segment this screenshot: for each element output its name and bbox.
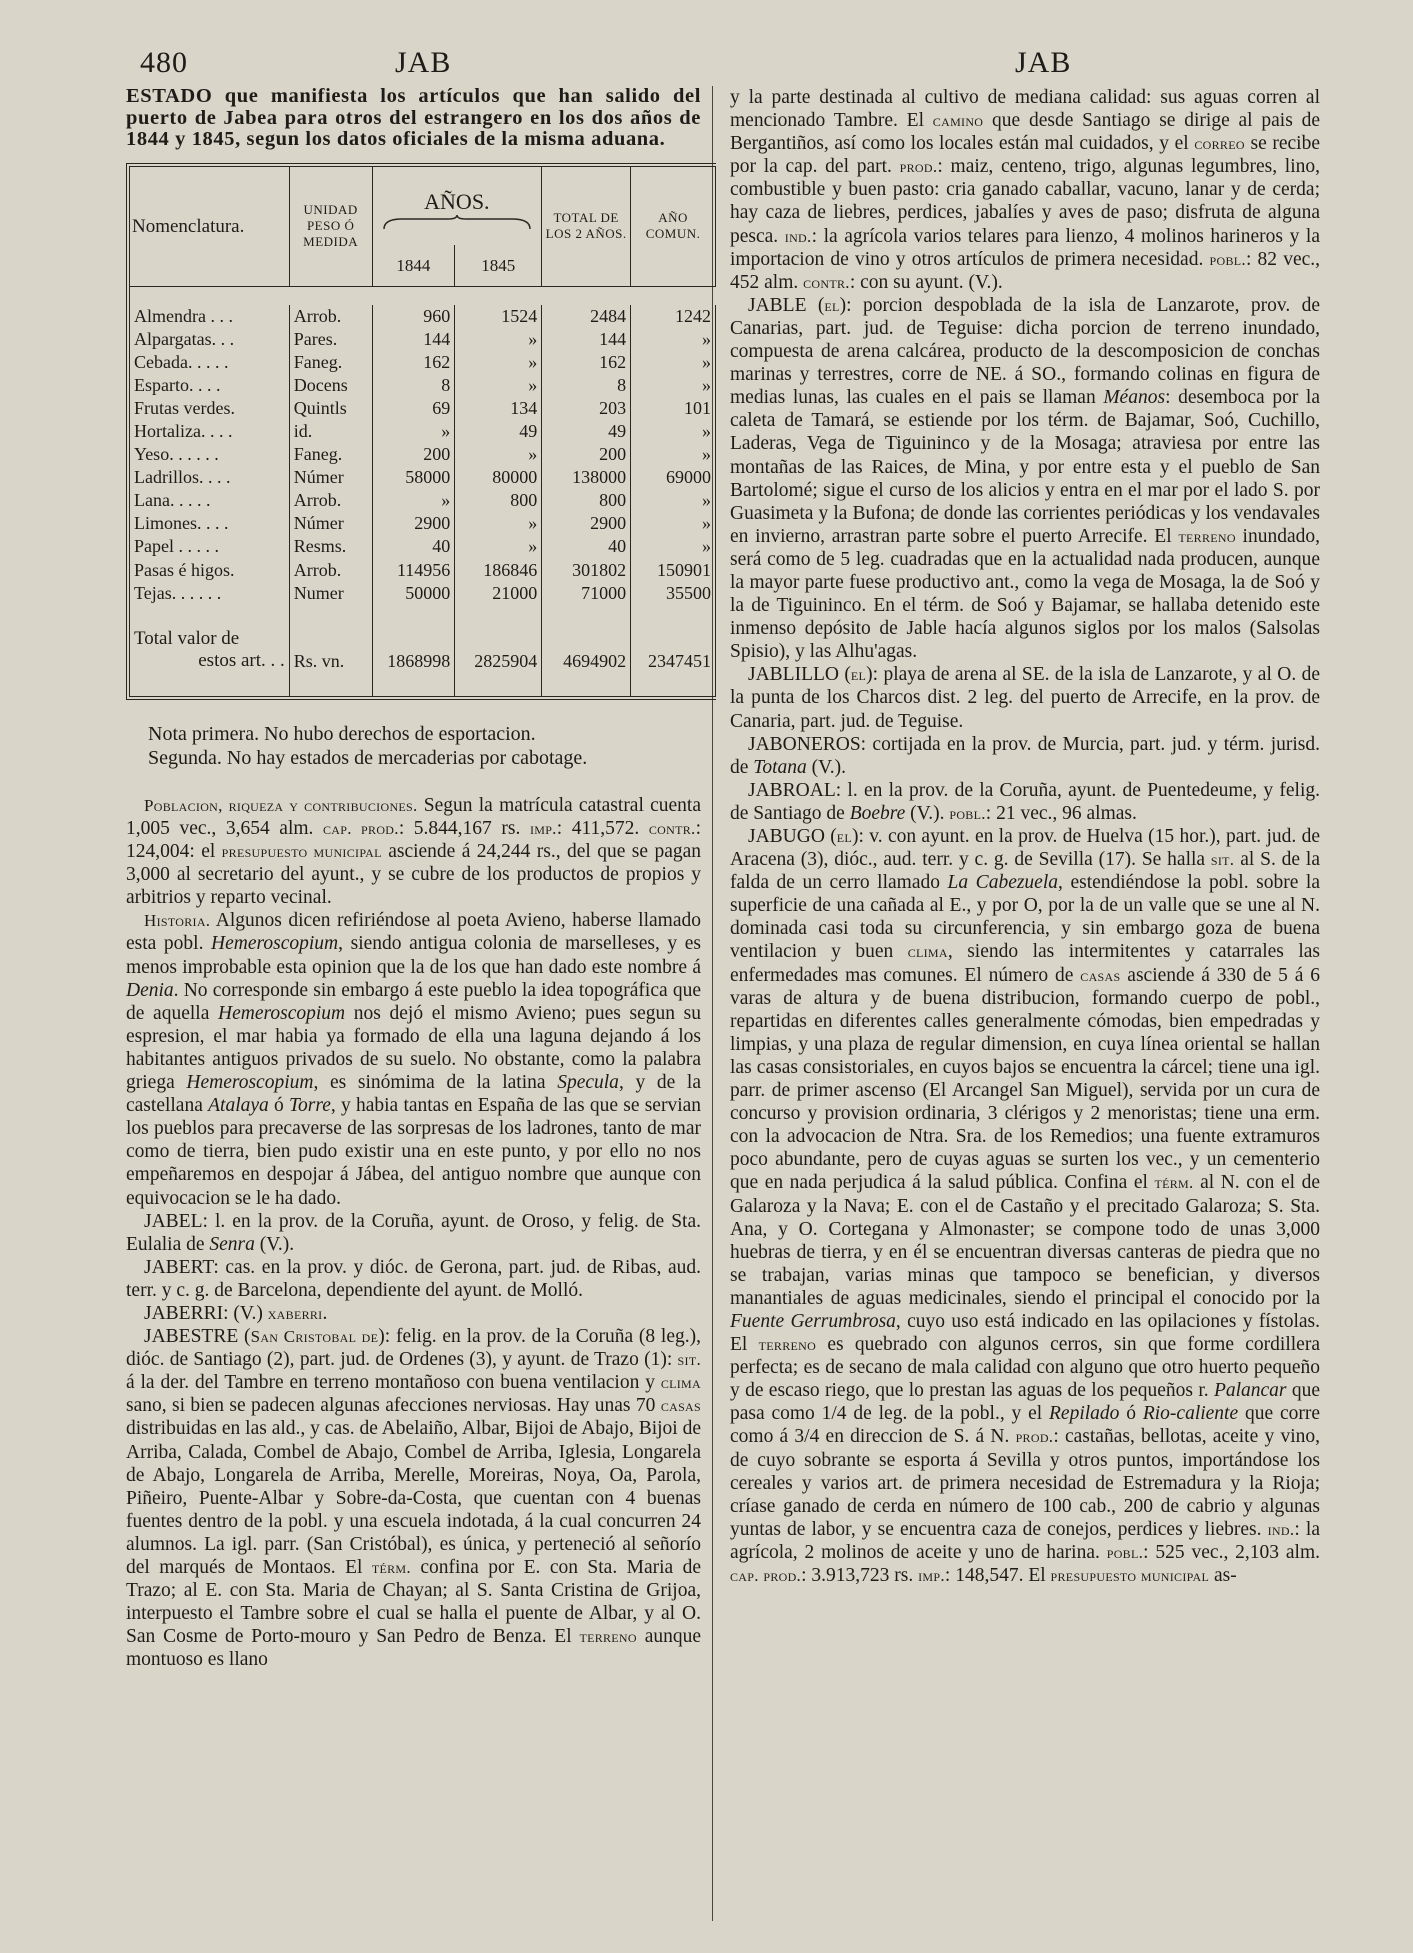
abbr: presupuesto municipal [1050,1566,1210,1585]
row-unit: Faneg. [289,443,372,466]
row-name: Yeso. . . . . . [130,443,289,466]
total-total: 4694902 [542,627,631,673]
table-row [130,420,716,443]
total-unit: Rs. vn. [289,627,372,673]
row-name: Cebada. . . . . [130,351,289,374]
abbr: sit. [1210,850,1235,870]
row-1845: 800 [455,489,542,512]
abbr: terreno [579,1627,637,1647]
table-row [130,397,716,420]
abbr: pobl. [1209,249,1246,269]
entry-jabel [126,1210,701,1256]
abbr: cap. prod. [730,1566,802,1585]
text: JABUGO ( [748,826,837,847]
italic: Boebre [849,802,906,824]
text: : 411,572. [556,818,649,839]
row-comun: 150901 [631,559,716,582]
row-1844: 40 [372,535,455,558]
row-1845: » [455,328,542,351]
header-unidad: UNIDAD PESO Ó MEDIDA [289,167,372,287]
entry-jabestre [126,1325,701,1671]
row-1844: 69 [372,397,455,420]
row-1845: » [455,351,542,374]
row-unit: Resms. [289,535,372,558]
text: asciende á 330 de 5 á 6 varas de altura y de buena distribucion, formando cuerpo de pobl., repartidas en diferentes calles generalmente cómodas, bien empedradas y limpias, y una plaza de regular dimension, en cuya línea oriental se hallan las casas consistoriales, en cuyos bajos se encuentra la cárcel; tiene una igl. parr. de primer ascenso (El Arcangel San Miguel), servida por un cura de concurso y provision ordinaria, 3 clérigos y 2 menoristas; tiene una erm. con la advocacion de Ntra. Sra. de los Remedios; una fuente extramuros poco abundante, pero de cuyas aguas se surten los vec., y un cementerio que en nada perjudica á la salud pública. Confina el [730,964,1320,1194]
abbr: térm. [371,1558,411,1577]
table-row [130,489,716,512]
abbr: prod. [899,157,938,177]
row-1844: 200 [372,443,455,466]
row-total: 203 [542,397,631,420]
row-comun: 1242 [631,305,716,328]
text: JABLILLO ( [748,664,851,686]
table-row [130,374,716,397]
abbr: casas [1080,965,1121,985]
text: al N. con el de Galaroza y la Nava; E. con el de Castaño y el precitado Galaroza; S. Sta. Ana, y O. Cortegana y Almonaster; se compone todo de unas 3,000 huebras de tierra, y en él se encuentran diversas canteras de piedra que no se trabajan, varias minas que tampoco se benefician, y diversos manantiales de aguas medicinales, siendo el principal el conocido por la [730,1172,1320,1309]
text: aunque montuoso es llano [126,1626,701,1671]
table-title: ESTADO que manifiesta los artículos que han salido del puerto de Jabea para otros del estrangero en los dos años de 1844 y 1845, segun los datos oficiales de la misma aduana. [126,85,701,150]
right-running-head: JAB [1015,46,1072,79]
text: (V.). [254,1233,295,1255]
row-1844: 114956 [372,559,455,582]
row-total: 40 [542,535,631,558]
text: al S. de la falda de un cerro llamado [730,849,1320,894]
note-1: Nota primera. No hubo derechos de esportacion. [148,722,536,745]
total-1845: 2825904 [455,627,542,673]
text: : 5.844,167 rs. [398,818,530,839]
abbr: sit. [677,1350,701,1370]
table-row [130,351,716,374]
italic: La Cabezuela [947,872,1059,894]
text: . [322,1302,328,1324]
abbr: San Cristobal de [250,1327,379,1347]
text: : 21 vec., 96 almas. [985,802,1137,824]
header-nomenclatura: Nomenclatura. [130,167,289,287]
table-row [130,466,716,489]
abbr: terreno [758,1335,817,1355]
entry-jabroal [730,779,1320,825]
row-unit: Arrob. [289,489,372,512]
row-1844: 50000 [372,582,455,605]
entry-jaboneros [730,733,1320,779]
row-total: 301802 [542,559,631,582]
abbr: el [836,827,853,846]
italic: Denia [126,979,174,1001]
abbr: correo [1194,134,1245,154]
row-name: Esparto. . . . [130,374,289,397]
table-row [130,535,716,558]
section-head: Poblacion, riqueza y contribuciones. [144,795,418,815]
row-unit: Arrob. [289,559,372,582]
text: distribuidas en las ald., y cas. de Abelaiño, Albar, Bijoi de Abajo, Bijoi de Arriba, Calada, Combel de Abajo, Combel de Arriba, Iglesia, Longarela de Abajo, Longarela de Arriba, Merelle, Moreiras, Noya, Oa, Parola, Piñeiro, Puente-Albar y Sobre-da-Costa, que cuentan con 4 buenas fuentes dentro de la pobl. y una escuela indotada, á la cual concurren 24 alumnos. La igl. parr. (San Cristóbal), es única, y perteneció al señorío del marqués de Montaos. El [126,1418,701,1578]
table-row [130,559,716,582]
text: JABLE ( [748,294,825,316]
table-row [130,443,716,466]
row-total: 8 [542,374,631,397]
row-total: 2900 [542,512,631,535]
abbr: térm. [1154,1173,1194,1193]
row-comun: » [631,512,716,535]
text: as- [1209,1565,1237,1586]
text: . No corresponde sin embargo á este pueblo la idea topográfica que de aquella [126,979,701,1024]
text: : la agrícola, 2 molinos de aceite y uno de harina. [730,1518,1320,1563]
abbr: terreno [1178,526,1236,546]
abbr: casas [660,1396,701,1416]
row-comun: » [631,374,716,397]
italic: Senra [209,1233,255,1255]
row-unit: Pares. [289,328,372,351]
text: : 82 vec., 452 alm. [730,248,1321,293]
row-name: Alpargatas. . . [130,328,289,351]
table-row [130,328,716,351]
abbr: el [850,665,867,685]
text: , estendiéndose la pobl. sobre la superficie de una cañada al E., y por O, por la de un valle que se une al N. dominada casi toda su circunferencia, y sin embargo goza de buena ventilacion y buen [730,872,1320,963]
abbr: clima [907,942,948,962]
header-1844: 1844 [372,245,455,287]
text: : castañas, bellotas, aceite y vino, de cuyo sobrante se esporta á Sevilla y otros puntos, importándose los cereales y varios art. de primera necesidad de Estremadura y la Rioja; críase ganado de cerda en número de 100 cab., 200 de cabrio y algunas yuntas de labor, y se encuentra caza de conejos, perdices y liebres. [730,1426,1320,1540]
row-comun: 35500 [631,582,716,605]
row-name: Papel . . . . . [130,535,289,558]
abbr: ind. [784,226,812,246]
text: : 124,004: el [126,818,701,863]
text: : 3.913,723 rs. [801,1565,919,1586]
italic: Hemeroscopium [218,1002,346,1024]
row-1844: 58000 [372,466,455,489]
row-1845: » [455,443,542,466]
row-1844: 144 [372,328,455,351]
total-comun: 2347451 [631,627,716,673]
row-1845: 186846 [455,559,542,582]
text: JABONEROS: cortijada en la prov. de Murcia, part. jud. y térm. jurisd. de [730,733,1320,778]
text: ó [1119,1403,1143,1425]
row-unit: Numer [289,582,372,605]
text: , y habia tantas en España de las que se servian los pueblos para precaverse de las sorpresas de los ladrones, tanto de mar como de tierra, bien pudo existir una en este punto, y por ello no nos empeñaremos en despojar á Jábea, del antiguo nombre que aunque con equivocacion se le ha dado. [126,1095,702,1209]
entry-jabestre-cont [730,86,1320,294]
page-number: 480 [140,46,188,79]
entry-jable [730,294,1320,664]
table-body [130,305,716,605]
row-1844: » [372,489,455,512]
text: : la agrícola varios telares para lienzo, 4 molinos harineros y la importacion de vino y otros artículos de primera necesidad. [730,225,1320,270]
entry-jabert: JABERT: cas. en la prov. y dióc. de Gerona, part. jud. de Ribas, aud. terr. y c. g. de Barcelona, dependiente del ayunt. de Molló. [126,1256,701,1301]
italic: Totana [753,756,807,778]
row-total: 144 [542,328,631,351]
note-2: Segunda. No hay estados de mercaderias por cabotage. [148,746,588,769]
row-name: Hortaliza. . . . [130,420,289,443]
entry-jaberri [126,1302,701,1325]
row-name: Frutas verdes. [130,397,289,420]
row-1844: 960 [372,305,455,328]
table-header-row [130,167,716,245]
abbr: prod. [1015,1427,1054,1447]
row-unit: Docens [289,374,372,397]
left-column [126,85,711,1671]
italic: Méanos [1103,387,1166,409]
row-total: 71000 [542,582,631,605]
text: , es sinómima de la latina [313,1072,558,1094]
text: ó [268,1095,289,1117]
right-column [730,86,1320,1587]
text: : 148,547. El [944,1565,1051,1586]
text: inundado, será como de 5 leg. cuadradas que en la actualidad nada producen, aunque la mayor parte fuese productivo ant., como la vega de Mosaga, la de Soó y la de Tiguininco. En el térm. de Soó y Bajamar, se hallaba detenido este inmenso depósito de Jable hacía algunos siglos por los malos (Salsolas Spisio), y las Alhu'agas. [730,525,1321,663]
row-comun: » [631,420,716,443]
italic: Palancar [1213,1380,1287,1402]
text: : con su ayunt. (V.). [849,271,1003,293]
row-total: 800 [542,489,631,512]
table-row [130,305,716,328]
row-name: Limones. . . . [130,512,289,535]
header-ano-comun: AÑO COMUN. [631,167,716,287]
row-name: Pasas é higos. [130,559,289,582]
text: (V.). [806,756,846,778]
abbr: pobl. [949,803,986,823]
text: confina por E. con Sta. Maria de Trazo; al E. con Sta. Maria de Chayan; al S. Santa Cristina de Grijoa, interpuesto el Tambre sobre el cual se halla el puente de Albar, y al O. San Cosme de Porto-mouro y San Pedro de Benza. El [126,1557,701,1648]
row-name: Almendra . . . [130,305,289,328]
text: sano, si bien se padecen algunas afecciones nerviosas. Hay unas 70 [126,1395,661,1417]
text: que pasa como 1/4 de leg. de la pobl., y el [730,1380,1320,1425]
table-row [130,582,716,605]
row-comun: » [631,535,716,558]
row-1845: 1524 [455,305,542,328]
abbr: xaberri [267,1303,323,1323]
row-total: 2484 [542,305,631,328]
abbr: ind. [1267,1519,1295,1539]
text: : 525 vec., 2,103 alm. [1143,1541,1320,1563]
text: que desde Santiago se dirige al pais de Bergantiños, así como los locales están mal cuidados, y el [730,110,1320,155]
row-unit: Quintls [289,397,372,420]
text: á la der. del Tambre en terreno montañoso con buena ventilacion y [126,1372,661,1394]
italic: Hemeroscopium [211,933,339,955]
text: ): porcion despoblada de la isla de Lanzarote, prov. de Canarias, part. jud. de Teguise: dicha porcion de terreno inundado, compuesta de arena calcárea, producto de la descomposicion de conchas marinas y terrestres, corre de NE. á SO., formando colinas en figura de medias lunas, las cuales en el pais se llaman [730,294,1320,409]
notes [148,722,701,770]
section-head: Historia. [144,911,211,931]
abbr: presupuesto municipal [221,842,382,862]
total-1844: 1868998 [372,627,455,673]
row-unit: Númer [289,466,372,489]
row-1844: 8 [372,374,455,397]
text: : desemboca por la caleta de Tamará, se estiende por los térm. de Bajamar, Soó, Cuchillo, Laderas, Vega de Tiguininco y de la Mosaga; atraviesa por entre las montañas de las Raices, de Mina, y por entre esta y el pueblo de San Bartolomé; sigue el curso de los alicios y entra en el mar por el lado S. por Guasimeta y la Bufona; de donde las corrientes periódicas y los vendavales en invierno, arrastran parte sobre el puerto Arrecife. El [730,387,1320,547]
italic: Specula [557,1072,619,1094]
brace-icon [382,215,532,231]
text: ): felig. en la prov. de la Coruña (8 leg.), dióc. de Santiago (2), part. jud. de Ordenes (3), y ayunt. de Trazo (1): [126,1326,701,1371]
row-1845: » [455,535,542,558]
row-unit: Faneg. [289,351,372,374]
abbr: imp. [918,1566,945,1585]
italic: Hemeroscopium [186,1072,314,1094]
header-total: TOTAL DE LOS 2 AÑOS. [542,167,631,287]
abbr: pobl. [1106,1542,1144,1562]
entry-jabugo [730,825,1320,1587]
row-comun: » [631,351,716,374]
row-1845: 134 [455,397,542,420]
row-unit: Arrob. [289,305,372,328]
text: y la parte destinada al cultivo de mediana calidad: sus aguas corren al mencionado Tambre. El [730,87,1320,132]
row-name: Lana. . . . . [130,489,289,512]
entry-jablillo [730,663,1320,732]
row-comun: » [631,489,716,512]
italic: Atalaya [208,1095,269,1117]
text: es quebrado con algunos cerros, sin que forme cordillera perfecta; es de secano de mala calidad con alguno que otro huerto pequeño y de escaso riego, que lo prestan las aguas de los pequeños r. [730,1334,1320,1402]
row-1845: 21000 [455,582,542,605]
text: , cuyo uso está indicado en las opilaciones y fístolas. El [730,1310,1320,1356]
row-total: 200 [542,443,631,466]
total-label [130,627,289,673]
abbr: imp. [529,819,557,838]
abbr: cap. prod. [323,819,399,838]
abbr: contr. [803,272,850,292]
header-anos [372,167,542,245]
row-1845: 49 [455,420,542,443]
row-comun: » [631,328,716,351]
row-comun: 101 [631,397,716,420]
text: , siendo las intermitentes y catarrales las enfermedades mas comunes. El número de [730,941,1320,986]
abbr: el [824,295,840,315]
row-1845: » [455,374,542,397]
row-1844: 2900 [372,512,455,535]
text: ): playa de arena al SE. de la isla de Lanzarote, y al O. de la punta de los Charcos dist. 2 leg. del puerto de Arrecife, en la prov. de Canaria, part. jud. de Teguise. [730,664,1321,732]
total-label-line1: Total valor de [134,628,240,650]
row-1845: » [455,512,542,535]
header-1845: 1845 [455,245,542,287]
table-row [130,512,716,535]
text: : maiz, centeno, trigo, algunas legumbres, lino, combustible y buen pasto: cria ganado caballar, vacuno, lanar y de cerda; hay caza de liebres, perdices, jabalíes y aves de paso; disfruta de alguna pesca. [730,156,1320,247]
italic: Repilado [1049,1403,1120,1425]
text: JABESTRE ( [144,1326,251,1348]
abbr: clima [660,1373,701,1393]
row-total: 138000 [542,466,631,489]
row-name: Ladrillos. . . . [130,466,289,489]
row-comun: 69000 [631,466,716,489]
row-total: 49 [542,420,631,443]
export-table [126,163,716,700]
table-total-row [130,627,716,673]
row-1845: 80000 [455,466,542,489]
text: (V.). [905,802,950,824]
text: asciende á 24,244 rs., del que se pagan 3,000 al secretario del ayunt., y se cubre de los productos de propios y arbitrios y reparto vecinal. [126,841,701,909]
text: , y de la castellana [126,1072,701,1117]
abbr: contr. [648,819,696,838]
text: ): v. con ayunt. en la prov. de Huelva (15 hor.), part. jud. de Aracena (3), dióc., aud. terr. y c. g. de Sevilla (17). Se halla [730,826,1320,871]
text: nos dejó el mismo Avieno; pues segun su espresion, el mar habia ya formado de ella una laguna dejando á los habitantes antiguos privados de su suelo. No obstante, como la palabra griega [126,1002,701,1094]
text: Segun la matrícula catastral cuenta 1,005 vec., 3,654 alm. [126,794,701,839]
total-label-line2: estos art. . . [198,650,285,672]
row-total: 162 [542,351,631,374]
abbr: camino [932,111,984,131]
paragraph-poblacion [126,794,701,909]
italic: Rio-caliente [1142,1403,1239,1425]
text: se recibe por la cap. del part. [730,133,1320,178]
row-unit: id. [289,420,372,443]
header-anos-label: AÑOS. [424,189,490,215]
paragraph-historia [126,909,701,1209]
text: Algunos dicen refiriéndose al poeta Avieno, haberse llamado esta pobl. [126,910,701,955]
left-running-head: JAB [395,46,452,79]
row-1844: » [372,420,455,443]
row-1844: 162 [372,351,455,374]
italic: Torre [288,1095,331,1117]
text: JABERRI: (V.) [144,1302,268,1324]
italic: Fuente Gerrumbrosa [730,1310,896,1332]
text: JABROAL: l. en la prov. de la Coruña, ayunt. de Puentedeume, y felig. de Santiago de [730,779,1320,824]
text: , siendo antigua colonia de marselleses, y es menos improbable esta opinion que la de los que han dado este nombre á [126,933,702,978]
row-unit: Númer [289,512,372,535]
row-name: Tejas. . . . . . [130,582,289,605]
text: que corre como á 3/4 en direccion de S. á N. [730,1403,1321,1448]
row-comun: » [631,443,716,466]
text: JABEL: l. en la prov. de la Coruña, ayunt. de Oroso, y felig. de Sta. Eulalia de [126,1210,701,1255]
